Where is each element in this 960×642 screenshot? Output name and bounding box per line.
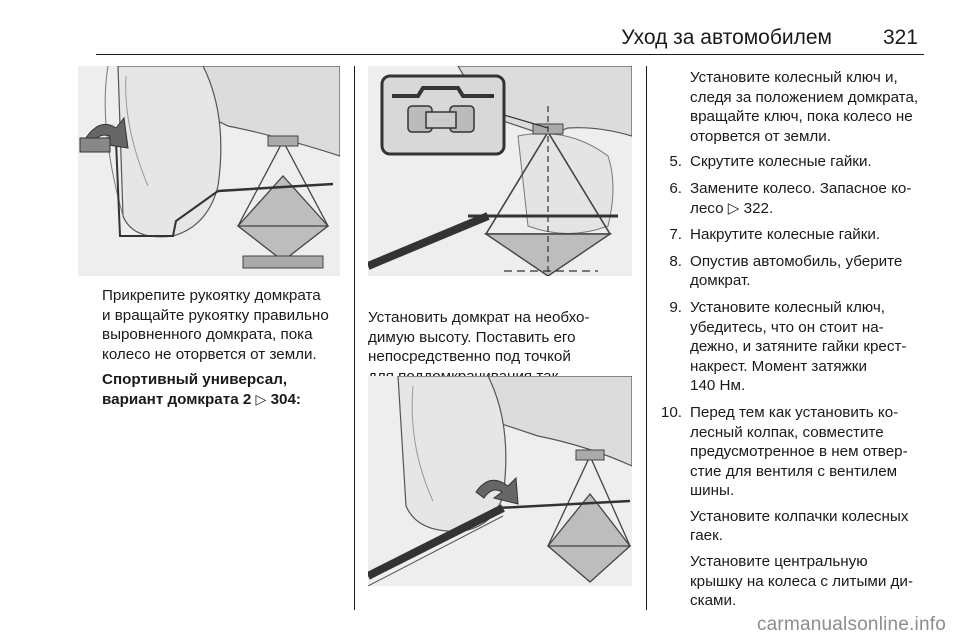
caption-line: выровненного домкрата, пока [102,326,313,344]
figure-jack-raise-drawing [368,376,632,586]
step-9 [648,298,938,396]
step-7 [648,225,938,245]
step-8 [648,252,938,291]
figure-jack-crank-drawing [78,66,340,276]
steps-list [648,68,938,618]
intro-line: оторвется от земли. [690,127,831,145]
step-text: предусмотренное в нем отвер- [690,443,908,461]
caption-line: димую высоту. Поставить его [368,328,576,346]
step-text: Накрутите колесные гайки. [690,226,881,244]
step-text: Установите центральную [690,553,868,571]
step-text: лесный колпак, совместите [690,423,884,441]
step-text: Замените колесо. Запасное ко- [690,179,912,197]
steps-intro [690,68,938,146]
step-text: Опустив автомобиль, уберите [690,252,903,270]
step-10-note-2 [690,552,938,611]
step-number: 6. [669,179,682,197]
page-header [96,22,924,55]
step-text: 140 Нм. [690,377,746,395]
intro-line: вращайте ключ, пока колесо не [690,108,913,126]
caption-line: и вращайте рукоятку правильно [102,306,329,324]
caption-line: Прикрепите рукоятку домкрата [102,287,321,304]
step-text: лесо ▷ 322. [690,199,774,217]
step-number: 9. [669,298,682,316]
section-heading-line: Спортивный универсал, [102,371,288,389]
caption-line: колесо не оторвется от земли. [102,345,317,363]
column1-text [102,286,348,416]
column-divider-right [646,66,647,610]
step-number: 10. [660,403,682,421]
caption-line: непосредственно под точкой [368,348,571,366]
figure-jack-position [368,66,632,276]
column1-caption [102,286,348,364]
step-text: Установите колпачки колесных [690,507,909,525]
intro-line: следя за положением домкрата, [690,88,919,106]
watermark: carmanualsonline.info [756,614,946,635]
step-text: Установите колесный ключ, [690,298,885,316]
caption-line: Установить домкрат на необхо- [368,309,590,326]
step-text: шины. [690,482,735,500]
step-6 [648,179,938,218]
step-text: стие для вентиля с вентилем [690,462,898,480]
step-text: Перед тем как установить ко- [690,403,899,421]
step-text: накрест. Момент затяжки [690,357,867,375]
step-number: 7. [669,226,682,244]
page-title: Уход за автомобилем [621,26,832,49]
step-5 [648,152,938,172]
step-text: Скрутите колесные гайки. [690,153,872,171]
step-10 [648,403,938,611]
intro-line: Установите колесный ключ и, [690,69,898,86]
step-number: 8. [669,252,682,270]
figure-jack-crank [78,66,340,276]
step-text: дежно, и затяните гайки крест- [690,338,907,356]
figure-jack-raise [368,376,632,586]
figure-jack-position-drawing [368,66,632,276]
page-number: 321 [882,26,918,49]
step-text: крышку на колеса с литыми ди- [690,572,913,590]
step-10-note-1 [690,507,938,546]
section-heading-line: вариант домкрата 2 [102,390,252,408]
step-text: сками. [690,592,737,610]
page-reference[interactable]: 304: [270,390,301,408]
step-number: 5. [669,153,682,171]
section-heading [102,370,348,409]
column-divider-left [354,66,355,610]
step-text: гаек. [690,527,723,545]
triangle-right-icon: ▷ [255,390,267,407]
step-text: убедитесь, что он стоит на- [690,318,884,336]
step-text: домкрат. [690,272,751,290]
